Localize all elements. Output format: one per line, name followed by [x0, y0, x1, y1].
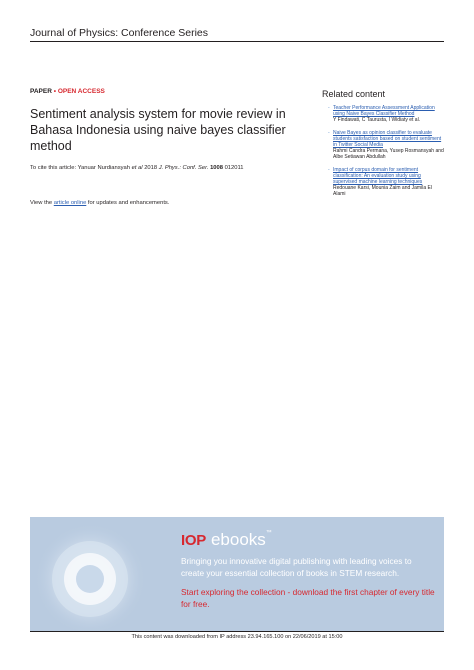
- cite-etal: et al: [131, 165, 143, 171]
- iop-ebooks-banner[interactable]: [30, 517, 444, 631]
- bullet-icon: -: [328, 167, 330, 173]
- related-item-title-link[interactable]: Naive Bayes as opinion classifier to evaluate students satisfaction based on student sentiment in Twitter Social Media: [333, 130, 442, 148]
- paper-access-line: [30, 88, 105, 95]
- header-rule: [30, 41, 444, 42]
- iop-ebooks-logo: [181, 530, 272, 550]
- footer-rule: [30, 631, 444, 632]
- cite-year: 2018: [142, 165, 159, 171]
- banner-tagline: Bringing you innovative digital publishing with leading voices to create your essential collection of books in STEM research.: [181, 556, 412, 578]
- journal-name: Journal of Physics: Conference Series: [30, 27, 209, 39]
- cite-journal: J. Phys.: Conf. Ser.: [158, 165, 209, 171]
- related-item-title-link[interactable]: Teacher Performance Assessment Application using Naive Bayes Classifier Method: [333, 105, 435, 117]
- open-access-label: OPEN ACCESS: [57, 88, 105, 95]
- view-prefix: View the: [30, 200, 54, 206]
- related-content-list: [328, 105, 445, 204]
- related-item-authors: Rahmi Candra Permana, Yusep Rosmansyah and Albe Setiawan Abdullah: [333, 148, 444, 160]
- citation: [30, 165, 244, 171]
- related-item: [328, 167, 445, 197]
- bullet-icon: -: [328, 130, 330, 136]
- cite-volume: 1008: [210, 165, 223, 171]
- related-item: [328, 105, 445, 123]
- view-suffix: for updates and enhancements.: [86, 200, 170, 206]
- related-item-title-link[interactable]: Impact of corpus domain for sentiment classification: An evaluation study using supervised machine learning techniques: [333, 167, 423, 185]
- related-content-heading: Related content: [322, 89, 386, 99]
- banner-cta-text[interactable]: Start exploring the collection - download the first chapter of every title for free.: [181, 587, 435, 609]
- ebooks-word: ebooks: [210, 530, 266, 549]
- trademark-mark: ™: [265, 530, 272, 536]
- related-item-authors: Redouane Karsi, Mounia Zaim and Jamila El Alami: [333, 185, 432, 197]
- paper-label: PAPER: [30, 88, 52, 95]
- article-title: Sentiment analysis system for movie review in Bahasa Indonesia using naive bayes classifier method: [30, 107, 286, 153]
- download-footer: This content was downloaded from IP address 23.94.165.100 on 22/06/2019 at 15:00: [131, 634, 343, 640]
- view-online-line: [30, 200, 169, 206]
- banner-sphere-graphic: [30, 517, 180, 631]
- article-online-link[interactable]: article online: [53, 200, 87, 206]
- iop-logo-text: IOP: [181, 532, 206, 549]
- bullet-icon: -: [328, 105, 330, 111]
- paper-separator: •: [51, 88, 58, 95]
- cite-article: 012011: [222, 165, 244, 171]
- related-item: [328, 130, 445, 160]
- cite-prefix: To cite this article: Yanuar Nurdiansyah: [30, 165, 132, 171]
- related-item-authors: Y Findawati, C Taurusta, I Widiaty et al.: [333, 117, 421, 123]
- ebooks-logo-text: [211, 530, 272, 550]
